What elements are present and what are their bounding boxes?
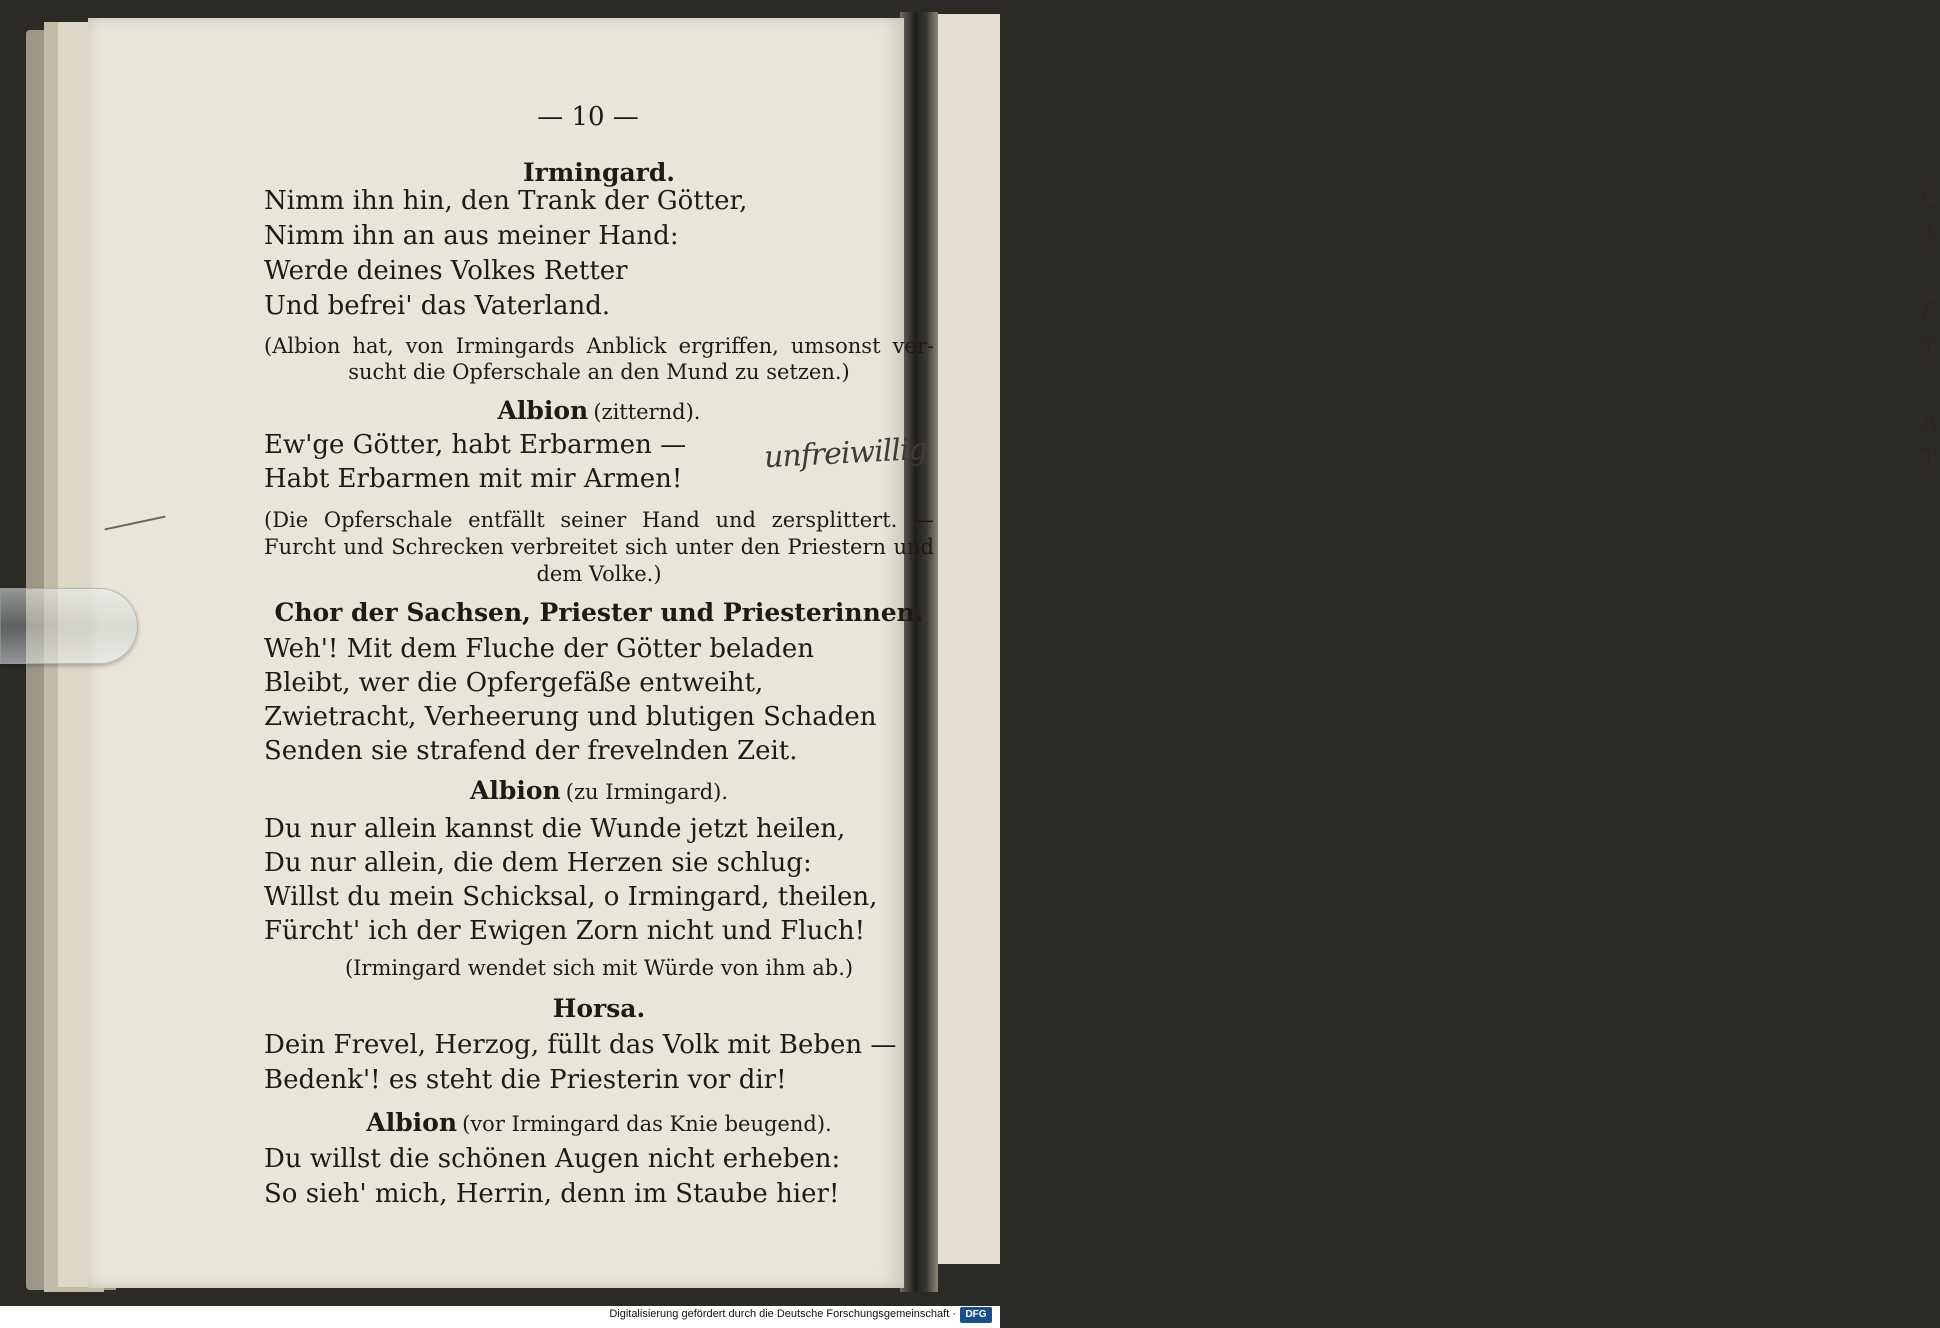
stage-direction: dem Volke.) — [536, 562, 662, 586]
facing-page-glyph: T — [1920, 444, 1938, 474]
verse-line: Du nur allein, die dem Herzen sie schlug: — [264, 848, 812, 878]
verse-line: Senden sie strafend der frevelnden Zeit. — [264, 736, 798, 766]
facing-page-glyph: T — [1920, 334, 1938, 364]
verse-line: Fürcht' ich der Ewigen Zorn nicht und Fluch! — [264, 916, 866, 946]
verse-line: So sieh' mich, Herrin, denn im Staube hier! — [264, 1179, 840, 1209]
speaker-name: Albion — [497, 396, 589, 425]
verse-line: Ew'ge Götter, habt Erbarmen — — [264, 430, 687, 460]
book-gutter — [900, 12, 938, 1292]
dfg-logo: DFG — [960, 1307, 992, 1323]
stage-direction: (Irmingard wendet sich mit Würde von ihm ab.) — [344, 956, 854, 980]
facing-page-glyph: A — [1920, 410, 1939, 440]
verse-line: Bedenk'! es steht die Priesterin vor dir! — [264, 1065, 787, 1095]
verse-line: Und befrei' das Vaterland. — [264, 291, 611, 321]
verse-line: Bleibt, wer die Opfergefäße entweiht, — [264, 668, 764, 698]
verse-line: Habt Erbarmen mit mir Armen! — [264, 464, 683, 494]
facing-page-glyph: F — [1920, 298, 1939, 328]
verse-line: Zwietracht, Verheerung und blutigen Schaden — [264, 702, 877, 732]
verse-line: Dein Frevel, Herzog, füllt das Volk mit Beben — — [264, 1030, 897, 1060]
verse-line: Du nur allein kannst die Wunde jetzt heilen, — [264, 814, 846, 844]
speaker-heading: Horsa. — [552, 994, 646, 1023]
verse-line: Nimm ihn hin, den Trank der Götter, — [264, 186, 748, 216]
facing-page-glyph: A — [1920, 220, 1939, 250]
speaker-note: (zitternd). — [593, 400, 701, 424]
facing-page — [934, 14, 1940, 1264]
verse-line: Nimm ihn an aus meiner Hand: — [264, 221, 679, 251]
stage-direction: Furcht und Schrecken verbreitet sich unter den Priestern und — [264, 535, 934, 559]
verse-line: Du willst die schönen Augen nicht erheben: — [264, 1144, 841, 1174]
page-number: — 10 — — [537, 102, 639, 132]
handwritten-annotation: unfreiwillig — [763, 431, 928, 476]
speaker-name: Albion — [469, 776, 561, 805]
verse-line: Weh'! Mit dem Fluche der Götter beladen — [264, 634, 814, 664]
speaker-note: (zu Irmingard). — [565, 780, 729, 804]
stage-direction: (Die Opferschale entfällt seiner Hand und zersplittert. — — [264, 508, 934, 532]
stage-direction: sucht die Opferschale an den Mund zu setzen.) — [348, 360, 850, 384]
speaker-heading: Chor der Sachsen, Priester und Priesterinnen. — [274, 598, 924, 627]
verse-line: Willst du mein Schicksal, o Irmingard, theilen, — [264, 882, 878, 912]
speaker-heading — [264, 1108, 934, 1137]
speaker-name: Albion — [366, 1108, 458, 1137]
stage-direction: (Albion hat, von Irmingards Anblick ergriffen, umsonst ver- — [264, 334, 934, 358]
speaker-heading — [264, 396, 934, 425]
speaker-heading — [264, 776, 934, 805]
verse-line: Werde deines Volkes Retter — [264, 256, 628, 286]
speaker-note: (vor Irmingard das Knie beugend). — [462, 1112, 832, 1136]
book-page — [88, 18, 934, 1288]
footer-credit: Digitalisierung gefördert durch die Deutsche Forschungsgemeinschaft · — [609, 1308, 956, 1320]
facing-page-glyph: C — [1920, 184, 1940, 214]
page-holder-clip — [0, 588, 138, 664]
speaker-heading: Irmingard. — [522, 158, 676, 187]
